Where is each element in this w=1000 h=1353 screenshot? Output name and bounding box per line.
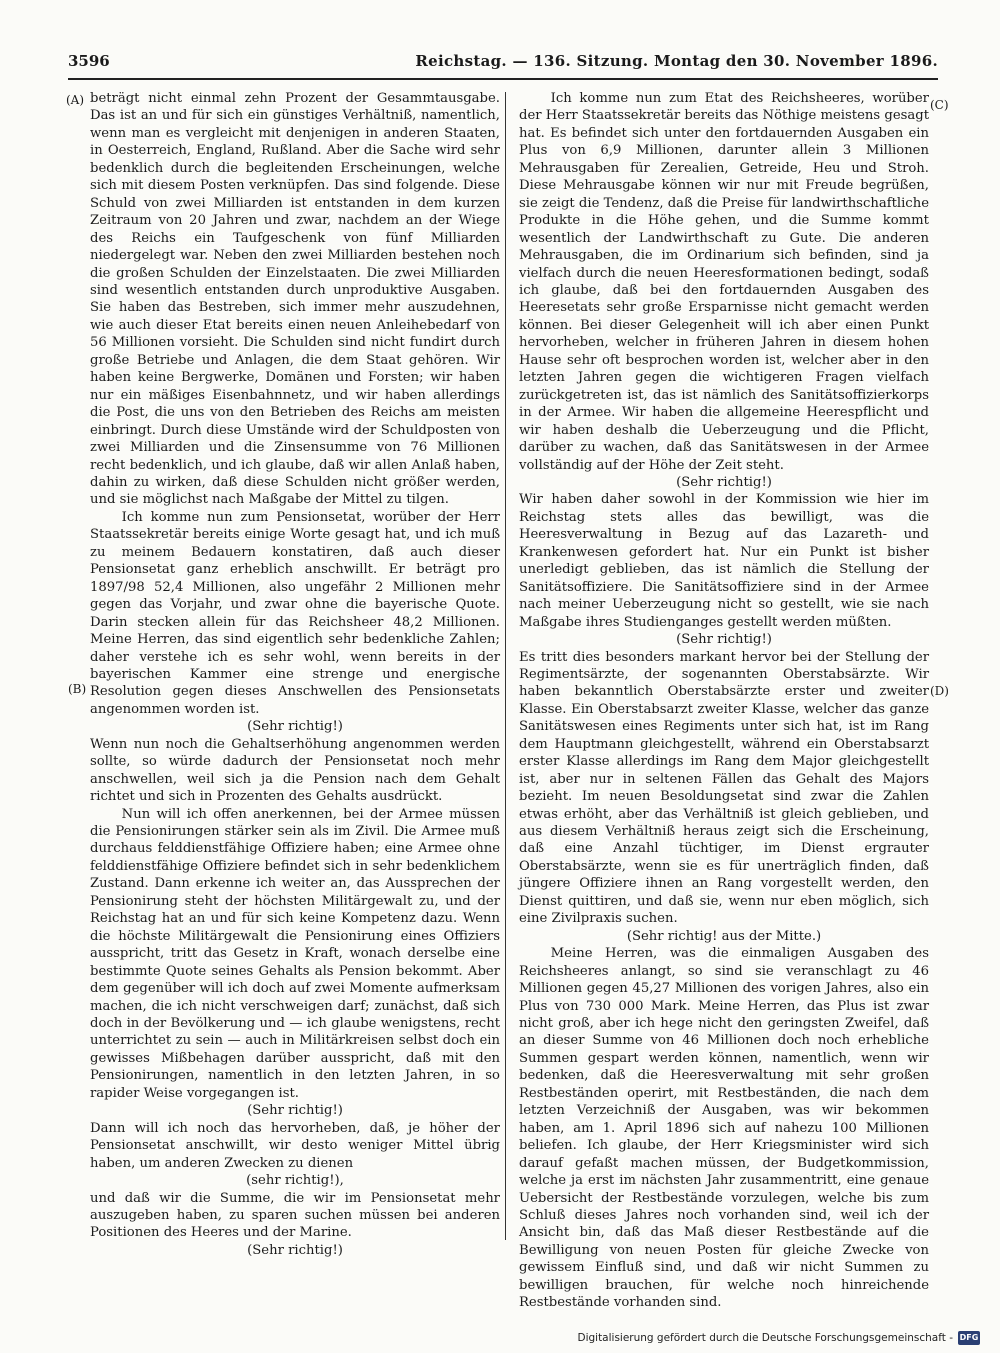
header-rule [68, 78, 938, 80]
right-column-interjection: (Sehr richtig! aus der Mitte.) [626, 928, 822, 944]
margin-mark-b: (B) [68, 682, 87, 696]
left-column-paragraph: Ich komme nun zum Pensionsetat, worüber der Herr Staatssekretär bereits einige Worte gesagt hat, und ich muß zu meinem Bedauern konstatiren, daß auch dieser Pensionsetat ganz erheblich anschwillt. Er beträgt pro 1897/98 52,4 Millionen, also ungefähr 2 Millionen mehr gegen das Vorjahr, und zwar ohne die bayerische Quote. Darin stecken allein für das Reichsheer 48,2 Millionen. Meine Herren, das sind eigentlich sehr bedenkliche Zahlen; daher verstehe ich es sehr wohl, wenn bereits in der bayerischen Kammer eine strenge und energische Resolution gegen dieses Anschwellen des Pensionsetats angenommen worden ist. [90, 509, 500, 717]
footer-credit: Digitalisierung gefördert durch die Deutsche Forschungsgemeinschaft - [577, 1332, 953, 1344]
margin-mark-d: (D) [930, 684, 949, 698]
left-column-paragraph: Nun will ich offen anerkennen, bei der Armee müssen die Pensionirungen stärker sein als im Zivil. Die Armee muß durchaus felddienstfähige Offiziere haben; eine Armee ohne felddienstfähige Offiziere befindet sich in sehr bedenklichem Zustand. Dann erkenne ich weiter an, das Aussprechen der Pensionirung steht der höchsten Militärgewalt zu, und der Reichstag hat an und für sich keine Kompetenz dazu. Wenn die höchste Militärgewalt die Pensionirung eines Offiziers ausspricht, tritt das Gesetz in Kraft, wonach derselbe eine bestimmte Quote seines Gehalts als Pension bekommt. Aber dem gegenüber will ich doch auf zwei Momente aufmerksam machen, die ich nicht verschweigen darf; zunächst, daß sich doch in der Bevölkerung und — ich glaube wenigstens, recht unterrichtet zu sein — auch in Militärkreisen selbst doch ein gewisses Mißbehagen darüber ausspricht, daß mit den Pensionirungen, namentlich in den letzten Jahren, in so rapider Weise vorgegangen ist. [90, 806, 500, 1101]
dfg-logo: DFG [958, 1331, 980, 1345]
margin-mark-c: (C) [930, 98, 949, 112]
page-header [68, 52, 938, 74]
left-column-paragraph: beträgt nicht einmal zehn Prozent der Gesammtausgabe. Das ist an und für sich ein günstiges Verhältniß, namentlich, wenn man es vergleicht mit denjenigen in anderen Staaten, in Oesterreich, England, Rußland. Aber die Sache wird sehr bedenklich durch die begleitenden Erscheinungen, welche sich mit diesem Posten verknüpfen. Das sind folgende. Diese Schuld von zwei Milliarden ist entstanden in dem kurzen Zeitraum von 20 Jahren und zwar, nachdem an der Wiege des Reichs ein Taufgeschenk von fünf Milliarden niedergelegt war. Neben den zwei Milliarden bestehen noch die großen Schulden der Einzelstaaten. Die zwei Milliarden sind wesentlich entstanden durch unproduktive Ausgaben. Sie haben das Bestreben, sich immer mehr auszudehnen, wie auch dieser Etat bereits einen neuen Anleihebedarf von 56 Millionen vorsieht. Die Schulden sind nicht fundirt durch große Betriebe und Anlagen, die dem Staat gehören. Wir haben keine Bergwerke, Domänen und Forsten; wir haben nur ein mäßiges Eisenbahnnetz, und wir haben allerdings die Post, die uns von den Betrieben des Reichs am meisten einbringt. Durch diese Umstände wird der Schuldposten von zwei Milliarden und die Zinsensumme von 76 Millionen recht bedenklich, und ich glaube, daß wir allen Anlaß haben, dahin zu wirken, daß diese Schulden nicht größer werden, und sie möglichst nach Maßgabe der Mittel zu tilgen. [90, 91, 500, 508]
page-number: 3596 [68, 52, 110, 70]
right-column [519, 90, 929, 1312]
left-column-paragraph: Dann will ich noch das hervorheben, daß, je höher der Pensionsetat anschwillt, wir desto weniger Mittel übrig haben, um anderen Zwecken zu dienen [90, 1120, 500, 1171]
running-title: Reichstag. — 136. Sitzung. Montag den 30. November 1896. [415, 52, 938, 70]
left-column-interjection: (sehr richtig!), [246, 1173, 344, 1189]
right-column-interjection: (Sehr richtig!) [676, 474, 772, 490]
left-column-paragraph: und daß wir die Summe, die wir im Pensionsetat mehr auszugeben haben, zu sparen suchen müssen bei anderen Positionen des Heeres und der Marine. [90, 1190, 500, 1241]
margin-mark-a: (A) [66, 93, 85, 107]
right-column-paragraph: Meine Herren, was die einmaligen Ausgaben des Reichsheeres anlangt, so sind sie veranschlagt zu 46 Millionen gegen 45,27 Millionen des vorigen Jahres, also ein Plus von 730 000 Mark. Meine Herren, das Plus ist zwar nicht groß, aber ich hege nicht den geringsten Zweifel, daß an dieser Summe von 46 Millionen doch noch erhebliche Summen gespart werden können, namentlich, wenn wir bedenken, daß die Heeresverwaltung mit sehr großen Restbeständen operirt, mit Restbeständen, die nach dem letzten Verzeichniß der Ausgaben, was wir bekommen haben, am 1. April 1896 sich auf nahezu 100 Millionen beliefen. Ich glaube, der Herr Kriegsminister wird sich darauf gefaßt machen müssen, der Budgetkommission, welche ja erst im nächsten Jahr zusammentritt, eine genaue Uebersicht der Restbestände vorzulegen, welche bis zum Schluß dieses Jahres noch vorhanden sind, weil ich der Ansicht bin, daß das Maß dieser Restbestände auf die Bewilligung von neuen Posten für gleiche Zwecke von gewissem Einfluß sind, und daß wir nicht Summen zu bewilligen brauchen, für welche noch hinreichende Restbestände vorhanden sind. [519, 946, 929, 1311]
column-divider [505, 92, 506, 1240]
right-column-paragraph: Wir haben daher sowohl in der Kommission wie hier im Reichstag stets alles das bewilligt, was die Heeresverwaltung in Bezug auf das Lazareth- und Krankenwesen gefordert hat. Nur ein Punkt ist bisher unerledigt geblieben, das ist nämlich die Stellung der Sanitätsoffiziere. Die Sanitätsoffiziere sind in der Armee nach meiner Ueberzeugung nicht so gestellt, wie sie nach Maßgabe ihres Studienganges gestellt werden müßten. [519, 492, 929, 630]
right-column-interjection: (Sehr richtig!) [676, 632, 772, 648]
left-column [90, 90, 500, 1259]
right-column-paragraph: Ich komme nun zum Etat des Reichsheeres, worüber der Herr Staatssekretär bereits das Nöthige meistens gesagt hat. Es befindet sich unter den fortdauernden Ausgaben ein Plus von 6,9 Millionen, darunter allein 3 Millionen Mehrausgaben für Zerealien, Getreide, Heu und Stroh. Diese Mehrausgabe können wir nur mit Freude begrüßen, sie zeigt die Tendenz, daß die Preise für landwirthschaftliche Produkte in die Höhe gehen, und die Summe kommt wesentlich der Landwirthschaft zu Gute. Die anderen Mehrausgaben, die im Ordinarium sich befinden, sind ja vielfach durch die neuen Heeresformationen bedingt, sodaß ich glaube, daß bei den fortdauernden Ausgaben des Heeresetats sehr große Ersparnisse nicht gemacht werden können. Bei dieser Gelegenheit will ich aber einen Punkt hervorheben, welcher in früheren Jahren in diesem hohen Hause sehr oft besprochen worden ist, welcher aber in den letzten Jahren gegen die wichtigeren Fragen vielfach zurückgetreten ist, das ist nämlich des Sanitätsoffizierkorps in der Armee. Wir haben die allgemeine Heerespflicht und wir haben deshalb die Ueberzeugung und die Pflicht, darüber zu wachen, daß das Sanitätswesen in der Armee vollständig auf der Höhe der Zeit steht. [519, 91, 929, 473]
left-column-interjection: (Sehr richtig!) [247, 1242, 343, 1258]
left-column-interjection: (Sehr richtig!) [247, 1103, 343, 1119]
left-column-interjection: (Sehr richtig!) [247, 719, 343, 735]
footer [577, 1331, 980, 1345]
right-column-paragraph: Es tritt dies besonders markant hervor bei der Stellung der Regimentsärzte, der sogenannten Oberstabsärzte. Wir haben bekanntlich Oberstabsärzte erster und zweiter Klasse. Ein Oberstabsarzt zweiter Klasse, welcher das ganze Sanitätswesen eines Regiments unter sich hat, ist im Rang dem Hauptmann gleichgestellt, während ein Oberstabsarzt erster Klasse allerdings im Rang dem Major gleichgestellt ist, aber nur in seltenen Fällen das Gehalt des Majors bezieht. Im neuen Besoldungsetat sind zwar die Zahlen etwas erhöht, aber das Verhältniß ist gleich geblieben, und aus diesem Verhältniß heraus zeigt sich die Erscheinung, daß eine Anzahl tüchtiger, im Dienst ergrauter Oberstabsärzte, wenn sie es für unerträglich finden, daß jüngere Offiziere ihnen an Rang vorgestellt werden, den Dienst quittiren, und daß sie, wenn nur eben möglich, sich eine Zivilpraxis suchen. [519, 649, 929, 927]
left-column-paragraph: Wenn nun noch die Gehaltserhöhung angenommen werden sollte, so würde dadurch der Pensionsetat noch mehr anschwellen, weil sich ja die Pension nach dem Gehalt richtet und sich in Prozenten des Gehalts ausdrückt. [90, 736, 500, 805]
